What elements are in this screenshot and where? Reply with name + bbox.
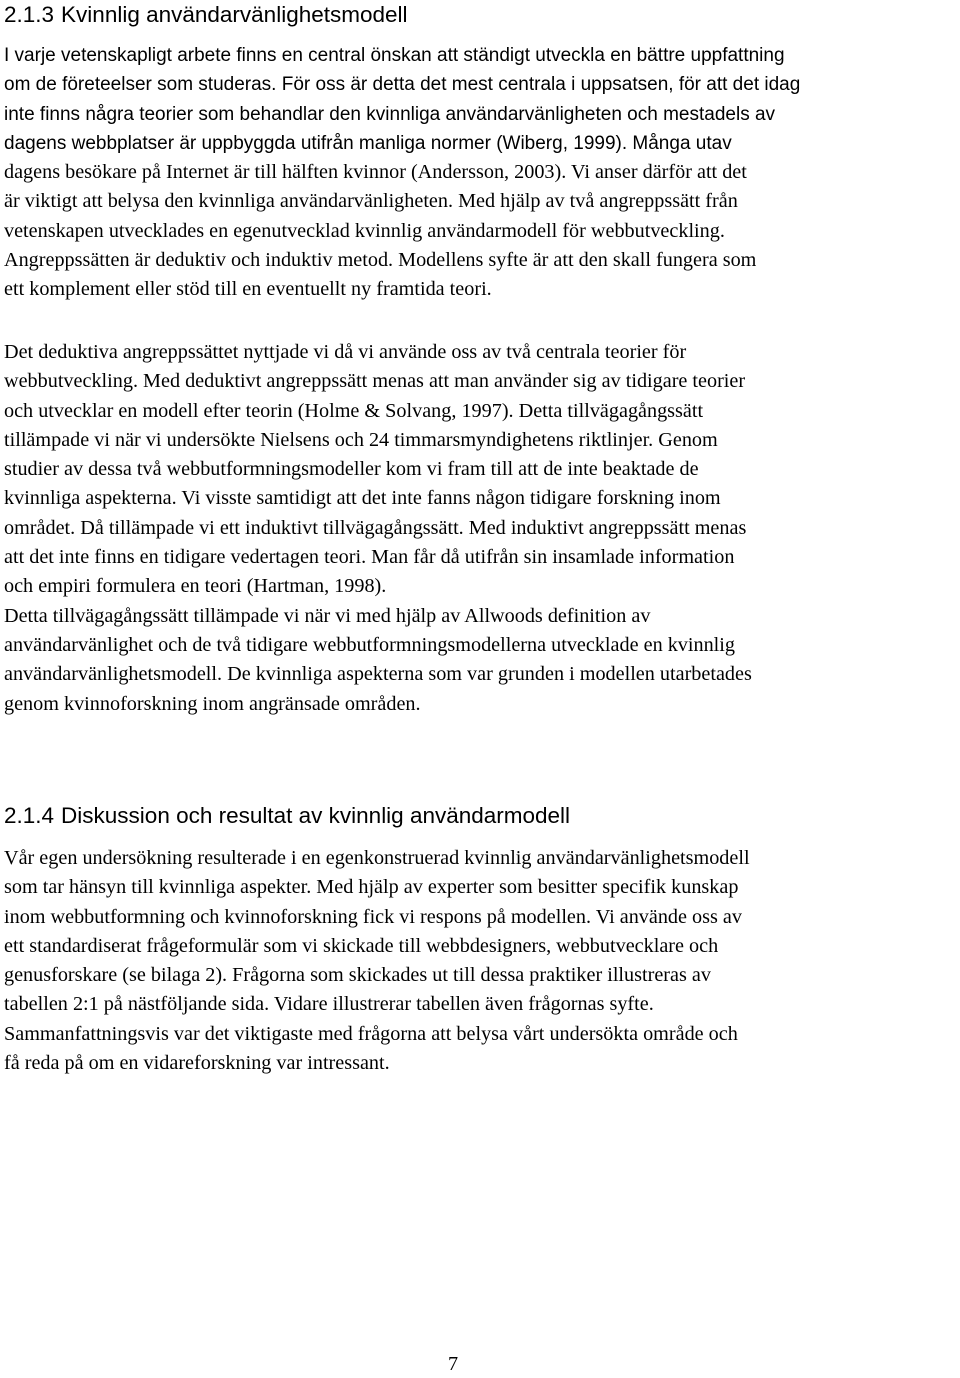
text-line: inte finns några teorier som behandlar den kvinnliga användarvänligheten och mestadels av <box>4 103 776 125</box>
text-line: Detta tillvägagångssätt tillämpade vi när vi med hjälp av Allwoods definition av <box>4 604 651 627</box>
text-line: tillämpade vi när vi undersökte Nielsens och 24 timmarsmyndighetens riktlinjer. Genom <box>4 428 718 451</box>
text-line: studier av dessa två webbutformningsmodeller kom vi fram till att de inte beaktade de <box>4 458 699 481</box>
paragraph-2-1-4 <box>4 844 958 1078</box>
section-heading-2-1-3 <box>4 1 408 29</box>
text-line: är viktigt att belysa den kvinnliga användarvänligheten. Med hjälp av två angreppssätt från <box>4 190 738 213</box>
text-line: kvinnliga aspekterna. Vi visste samtidigt att det inte fanns någon tidigare forskning inom <box>4 487 721 510</box>
text-line: genom kvinnoforskning inom angränsade områden. <box>4 692 421 715</box>
text-line: och utvecklar en modell efter teorin (Holme & Solvang, 1997). Detta tillvägagångssätt <box>4 399 704 422</box>
page-number: 7 <box>448 1353 459 1375</box>
text-line: området. Då tillämpade vi ett induktivt tillvägagångssätt. Med induktivt angreppssätt menas <box>4 516 747 539</box>
section-number: 2.1.3 <box>4 2 55 27</box>
text-line: användarvänlighet och de två tidigare webbutformningsmodellerna utvecklade en kvinnlig <box>4 633 735 656</box>
text-line: få reda på om en vidareforskning var intressant. <box>4 1052 390 1075</box>
section-number: 2.1.4 <box>4 803 55 828</box>
section-title: Diskussion och resultat av kvinnlig användarmodell <box>61 803 571 828</box>
text-line: användarvänlighetsmodell. De kvinnliga aspekterna som var grunden i modellen utarbetades <box>4 663 752 686</box>
text-line: som tar hänsyn till kvinnliga aspekter. Med hjälp av experter som besitter specifik kunskap <box>4 876 739 899</box>
text-line: inom webbutformning och kvinnoforskning fick vi respons på modellen. Vi använde oss av <box>4 905 742 928</box>
text-line: vetenskapen utvecklades en egenutvecklad kvinnlig användarmodell för webbutveckling. <box>4 219 725 242</box>
text-line: Vår egen undersökning resulterade i en egenkonstruerad kvinnlig användarvänlighetsmodell <box>4 847 750 869</box>
text-line: att det inte finns en tidigare vedertagen teori. Man får då utifrån sin insamlade information <box>4 546 735 569</box>
text-line: dagens webbplatser är uppbyggda utifrån manliga normer (Wiberg, 1999). Många utav <box>4 132 732 154</box>
paragraph-2-1-3-b <box>4 338 958 719</box>
text-line: I varje vetenskapligt arbete finns en central önskan att ständigt utveckla en bättre uppfattning <box>4 45 785 66</box>
paragraph-2-1-3-a <box>4 41 958 305</box>
text-line: genusforskare (se bilaga 2). Frågorna som skickades ut till dessa praktiker illustreras av <box>4 964 711 987</box>
section-title: Kvinnlig användarvänlighetsmodell <box>61 2 408 27</box>
section-heading-2-1-4 <box>4 802 570 830</box>
text-line: om de företeelser som studeras. För oss är detta det mest centrala i uppsatsen, för att det idag <box>4 74 801 96</box>
text-line: webbutveckling. Med deduktivt angreppssätt menas att man använder sig av tidigare teorier <box>4 370 746 393</box>
text-line: Det deduktiva angreppssättet nyttjade vi då vi använde oss av två centrala teorier för <box>4 341 687 363</box>
text-line: och empiri formulera en teori (Hartman, 1998). <box>4 575 387 598</box>
text-line: dagens besökare på Internet är till hälften kvinnor (Andersson, 2003). Vi anser därför att det <box>4 161 747 184</box>
text-line: Sammanfattningsvis var det viktigaste med frågorna att belysa vårt undersökta område och <box>4 1022 738 1045</box>
text-line: ett komplement eller stöd till en eventuellt ny framtida teori. <box>4 278 492 301</box>
text-line: tabellen 2:1 på nästföljande sida. Vidare illustrerar tabellen även frågornas syfte. <box>4 993 654 1016</box>
text-line: ett standardiserat frågeformulär som vi skickade till webbdesigners, webbutvecklare och <box>4 934 719 957</box>
text-line: Angreppssätten är deduktiv och induktiv metod. Modellens syfte är att den skall fungera som <box>4 249 757 272</box>
